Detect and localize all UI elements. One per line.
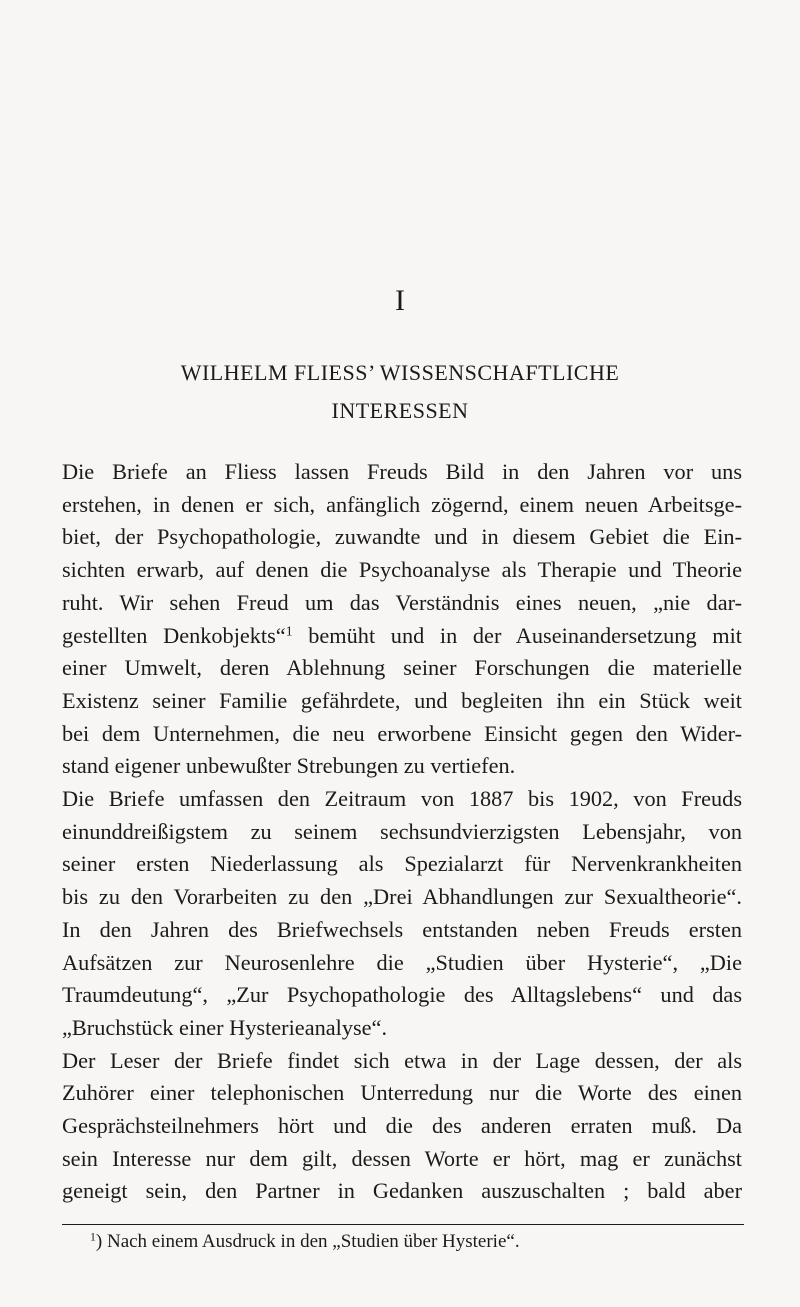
footnote-text: ) Nach einem Ausdruck in den „Studien über Hysterie“. <box>95 1231 520 1252</box>
text-line: bei dem Unternehmen, die neu erworbene Einsicht gegen den Wider- <box>62 720 742 746</box>
text-line: geneigt sein, den Partner in Gedanken auszuschalten ; bald aber <box>62 1178 742 1204</box>
footnote-reference: 1 <box>285 622 293 638</box>
text-segment: bemüht und in der Auseinandersetzung mit <box>292 622 742 648</box>
text-line: bis zu den Vorarbeiten zu den „Drei Abhandlungen zur Sexualtheorie“. <box>62 884 742 910</box>
text-line: Der Leser der Briefe findet sich etwa in der Lage dessen, der als <box>62 1047 742 1073</box>
text-line: Traumdeutung“, „Zur Psychopathologie des Alltagslebens“ und das <box>62 982 742 1008</box>
text-line: Existenz seiner Familie gefährdete, und begleiten ihn ein Stück weit <box>62 687 742 713</box>
footnote <box>90 1230 520 1254</box>
chapter-title-line-2: INTERESSEN <box>331 398 469 423</box>
text-line: seiner ersten Niederlassung als Spezialarzt für Nervenkrankheiten <box>62 851 742 877</box>
text-line: einer Umwelt, deren Ablehnung seiner Forschungen die materielle <box>62 655 742 681</box>
text-line: sichten erwarb, auf denen die Psychoanalyse als Therapie und Theorie <box>62 557 742 583</box>
chapter-title-line-1: WILHELM FLIESS’ WISSENSCHAFTLICHE <box>180 360 620 385</box>
text-line: erstehen, in denen er sich, anfänglich zögernd, einem neuen Arbeitsge- <box>62 491 742 517</box>
text-line: Die Briefe an Fliess lassen Freuds Bild in den Jahren vor uns <box>62 459 742 484</box>
text-line: biet, der Psychopathologie, zuwandte und in diesem Gebiet die Ein- <box>62 524 742 550</box>
text-line: Gesprächsteilnehmers hört und die des anderen erraten muß. Da <box>62 1113 742 1139</box>
text-line: Aufsätzen zur Neurosenlehre die „Studien über Hysterie“, „Die <box>62 949 742 975</box>
text-line: Zuhörer einer telephonischen Unterredung nur die Worte des einen <box>62 1080 742 1106</box>
chapter-number: I <box>395 284 405 317</box>
text-line: ruht. Wir sehen Freud um das Verständnis eines neuen, „nie dar- <box>62 589 742 615</box>
text-line: „Bruchstück einer Hysterieanalyse“. <box>62 1014 388 1040</box>
footnote-divider <box>62 1224 744 1225</box>
footnote-marker: 1 <box>90 1230 96 1244</box>
text-segment: gestellten Denkobjekts“ <box>62 622 286 648</box>
text-line: stand eigener unbewußter Strebungen zu vertiefen. <box>62 753 516 779</box>
text-line: Die Briefe umfassen den Zeitraum von 1887 bis 1902, von Freuds <box>62 786 742 812</box>
text-line: In den Jahren des Briefwechsels entstanden neben Freuds ersten <box>62 916 742 942</box>
text-line-with-footnote <box>62 620 742 653</box>
text-line: sein Interesse nur dem gilt, dessen Worte er hört, mag er zunächst <box>62 1145 742 1171</box>
text-line: einunddreißigstem zu seinem sechsundvierzigsten Lebensjahr, von <box>62 818 742 844</box>
body-text <box>62 456 742 1208</box>
